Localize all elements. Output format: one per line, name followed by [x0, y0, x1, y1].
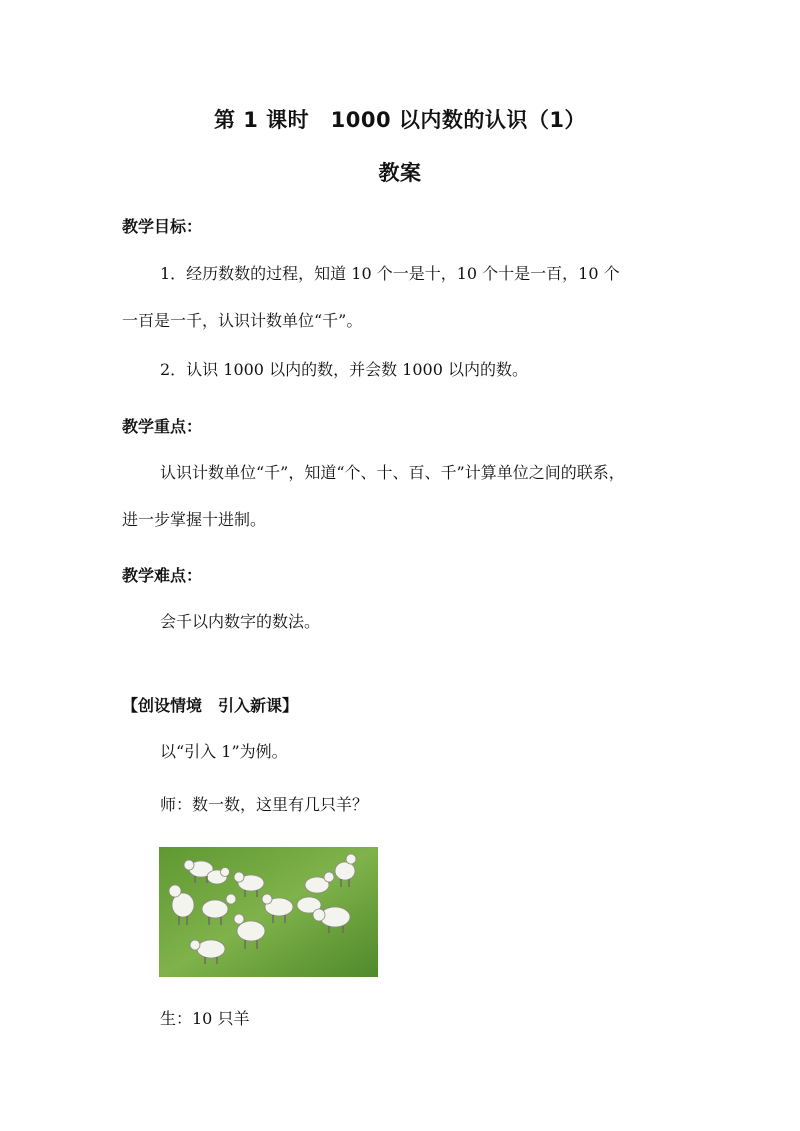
section-intro: 以“引入 1”为例。: [160, 742, 288, 761]
objectives-heading: 教学目标：: [122, 217, 203, 236]
objective-1-line-2: 一百是一千，认识计数单位“千”。: [122, 311, 363, 330]
student-answer: 生：10 只羊: [160, 1009, 250, 1028]
sheep-picture: [159, 847, 378, 977]
objective-2: 2．认识 1000 以内的数，并会数 1000 以内的数。: [160, 360, 528, 379]
page-title: 第 1 课时 1000 以内数的认识（1）: [213, 108, 587, 132]
difficulties-heading: 教学难点：: [122, 566, 203, 585]
page-subtitle: 教案: [378, 161, 422, 185]
key-points-line-1: 认识计数单位“千”，知道“个、十、百、千”计算单位之间的联系，: [160, 463, 625, 482]
key-points-line-2: 进一步掌握十进制。: [122, 510, 267, 529]
difficulties-line-1: 会千以内数字的数法。: [160, 612, 321, 631]
objective-1-line-1: 1．经历数数的过程，知道 10 个一是十，10 个十是一百，10 个: [160, 264, 620, 283]
teacher-question: 师：数一数，这里有几只羊？: [160, 795, 369, 814]
section-heading: 【创设情境 引入新课】: [122, 696, 299, 715]
key-points-heading: 教学重点：: [122, 417, 203, 436]
